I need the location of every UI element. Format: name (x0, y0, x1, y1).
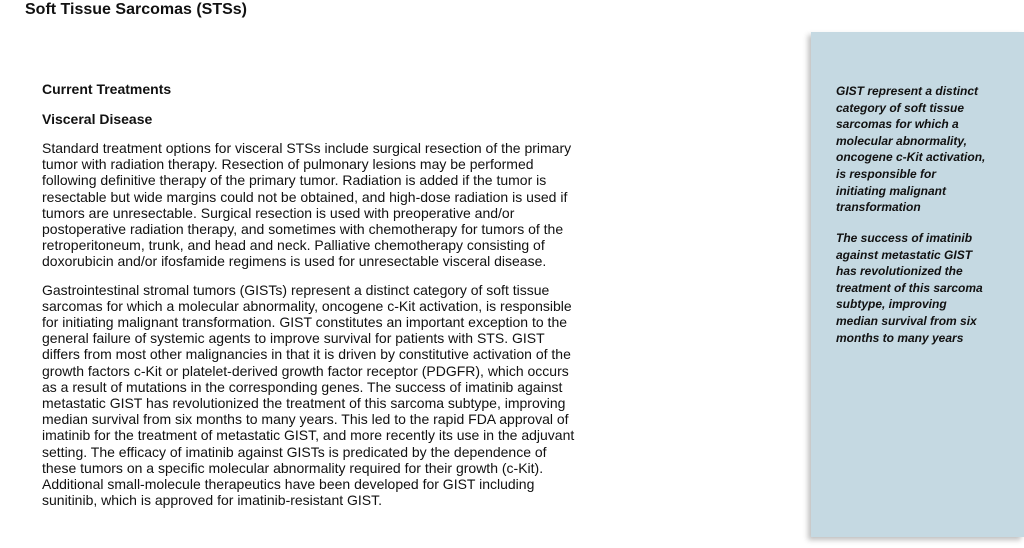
page-title: Soft Tissue Sarcomas (STSs) (25, 1, 247, 18)
paragraph-visceral-treatment: Standard treatment options for visceral STSs include surgical resection of the primary tumor with radiation therapy. Resection of pulmonary lesions may be performed following definitive therapy of the primary tumor. Radiation is added if the tumor is resectable but wide margins could not be obtained, and high-dose radiation is used if tumors are unresectable. Surgical resection is used with preoperative and/or postoperative radiation therapy, and sometimes with chemotherapy for tumors of the retroperitoneum, trunk, and head and neck. Palliative chemotherapy consisting of doxorubicin and/or ifosfamide regimens is used for unresectable visceral disease. (42, 140, 572, 270)
callout-gist-definition: GIST represent a distinct category of soft tissue sarcomas for which a molecular abnormality, oncogene c-Kit activation, is responsible for initiating malignant transformation (836, 84, 986, 215)
callout-sidebar (811, 32, 1024, 537)
main-content (42, 80, 602, 520)
subsection-heading-visceral-disease: Visceral Disease (42, 111, 153, 127)
section-heading-current-treatments: Current Treatments (42, 81, 172, 97)
callout-imatinib-success: The success of imatinib against metastatic GIST has revolutionized the treatment of this sarcoma subtype, improving median survival from six months to many years (836, 231, 983, 345)
paragraph-gist: Gastrointestinal stromal tumors (GISTs) represent a distinct category of soft tissue sarcomas for which a molecular abnormality, oncogene c-Kit activation, is responsible for initiating malignant transformation. GIST constitutes an important exception to the general failure of systemic agents to improve survival for patients with STS. GIST differs from most other malignancies in that it is driven by constitutive activation of the growth factors c-Kit or platelet-derived growth factor receptor (PDGFR), which occurs as a result of mutations in the corresponding genes. The success of imatinib against metastatic GIST has revolutionized the treatment of this sarcoma subtype, improving median survival from six months to many years. This led to the rapid FDA approval of imatinib for the treatment of metastatic GIST, and more recently its use in the adjuvant setting. The efficacy of imatinib against GISTs is predicated by the dependence of these tumors on a specific molecular abnormality required for their growth (c-Kit). Additional small-molecule therapeutics have been developed for GIST including sunitinib, which is approved for imatinib-resistant GIST. (42, 281, 575, 509)
